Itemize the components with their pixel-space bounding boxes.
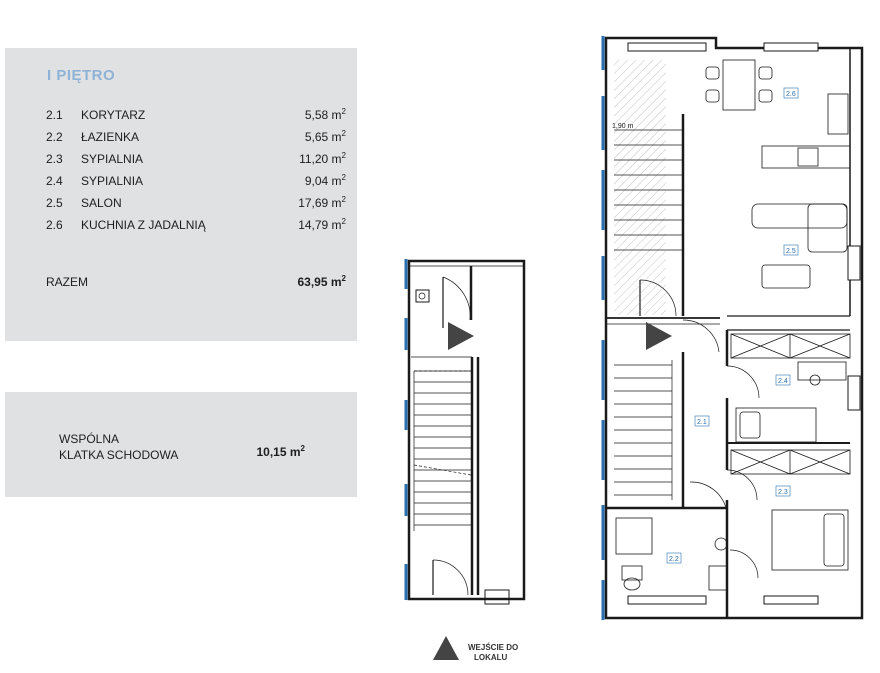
room-name: ŁAZIENKA <box>81 130 140 144</box>
room-area: 17,69 $m^2$ <box>298 195 346 210</box>
entrance-label-line2: LOKALU <box>474 653 508 662</box>
room-label-2-5: 2.5 <box>786 248 796 255</box>
room-label-2-3: 2.3 <box>778 489 788 496</box>
room-label-2-4: 2.4 <box>778 378 788 385</box>
total-label: RAZEM <box>46 275 88 289</box>
room-area: 14,79 $m^2$ <box>298 217 346 232</box>
room-number: 2.2 <box>46 130 63 144</box>
room-area: 9,04 $m^2$ <box>304 173 346 188</box>
entrance-marker-icon <box>433 636 459 660</box>
room-number: 2.5 <box>46 196 63 210</box>
stair-treads <box>414 371 471 531</box>
room-number: 2.6 <box>46 218 63 232</box>
entrance-label-line1: WEJŚCIE DO <box>468 643 519 652</box>
stair-void-hatch <box>614 60 666 315</box>
room-label-2-1: 2.1 <box>697 419 707 426</box>
room-number: 2.1 <box>46 108 63 122</box>
common-area-value: 10,15 $m^2$ <box>256 444 305 459</box>
room-name: SYPIALNIA <box>81 174 144 188</box>
room-area: 11,20 $m^2$ <box>299 151 346 166</box>
entry-arrow-icon <box>448 322 474 350</box>
floor-title: I PIĘTRO <box>47 67 116 84</box>
room-name: SYPIALNIA <box>81 152 144 166</box>
height-note: 1,90 m <box>612 123 634 130</box>
common-staircase <box>409 261 524 604</box>
total-area: 63,95 $m^2$ <box>297 274 346 289</box>
room-name: KUCHNIA Z JADALNIĄ <box>81 218 206 232</box>
common-area-label: WSPÓLNA KLATKA SCHODOWA <box>59 432 179 462</box>
room-labels <box>667 88 798 563</box>
room-name: KORYTARZ <box>81 108 146 122</box>
room-name: SALON <box>81 196 122 210</box>
room-label-2-6: 2.6 <box>786 91 796 98</box>
room-number: 2.3 <box>46 152 63 166</box>
room-area: 5,65 $m^2$ <box>304 129 346 144</box>
apartment-entry-arrow-icon <box>646 322 672 350</box>
room-number: 2.4 <box>46 174 63 188</box>
room-label-2-2: 2.2 <box>669 556 679 563</box>
room-area: 5,58 $m^2$ <box>304 107 346 122</box>
